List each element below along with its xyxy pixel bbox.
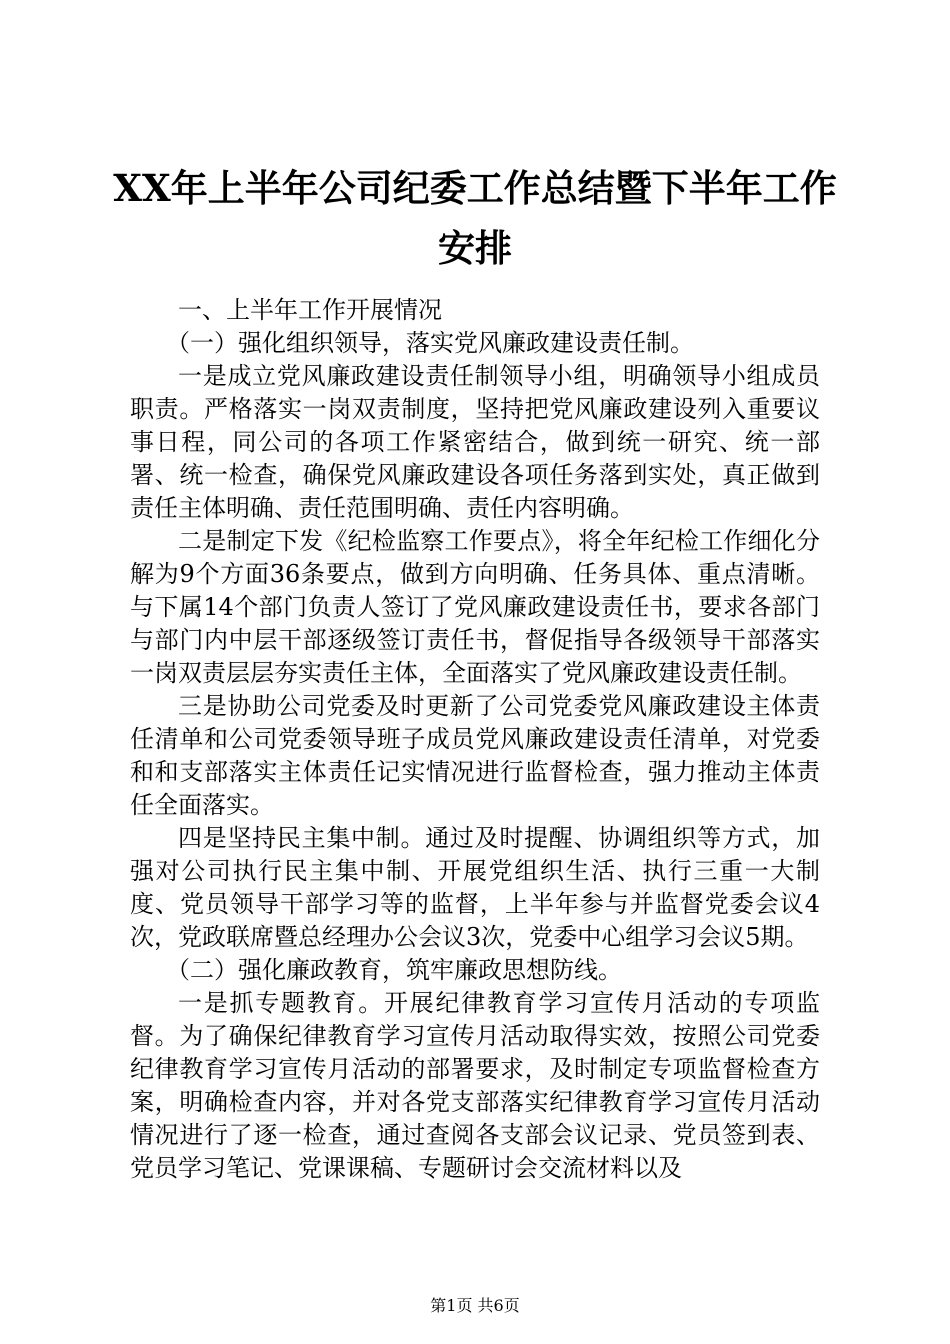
paragraph: 一是抓专题教育。开展纪律教育学习宣传月活动的专项监督。为了确保纪律教育学习宣传月活动取得实效，按照公司党委纪律教育学习宣传月活动的部署要求，及时制定专项监督检查方案，明确检查内容，并对各党支部落实纪律教育学习宣传月活动情况进行了逐一检查，通过查阅各支部会议记录、党员签到表、党员学习笔记、党课课稿、专题研讨会交流材料以及 (130, 989, 820, 1182)
subsection-heading: （一）强化组织领导，落实党风廉政建设责任制。 (166, 329, 694, 357)
section-heading: 一、上半年工作开展情况 (178, 296, 442, 324)
paragraph: 四是坚持民主集中制。通过及时提醒、协调组织等方式，加强对公司执行民主集中制、开展党组织生活、执行三重一大制度、党员领导干部学习等的监督，上半年参与并监督党委会议4次，党政联席暨总经理办公会议3次，党委中心组学习会议5期。 (130, 824, 820, 951)
subsection-heading: （二）强化廉政教育，筑牢廉政思想防线。 (166, 956, 622, 984)
document-body (130, 294, 820, 1185)
paragraph: 一是成立党风廉政建设责任制领导小组，明确领导小组成员职责。严格落实一岗双责制度，坚持把党风廉政建设列入重要议事日程，同公司的各项工作紧密结合，做到统一研究、统一部署、统一检查，确保党风廉政建设各项任务落到实处，真正做到责任主体明确、责任范围明确、责任内容明确。 (130, 362, 820, 522)
document-title: XX年上半年公司纪委工作总结暨下半年工作安排 (113, 166, 837, 270)
paragraph: 三是协助公司党委及时更新了公司党委党风廉政建设主体责任清单和公司党委领导班子成员党风廉政建设责任清单，对党委和和支部落实主体责任记实情况进行监督检查，强力推动主体责任全面落实。 (130, 692, 820, 819)
page-footer: 第1页 共6页 (430, 1296, 520, 1315)
paragraph: 二是制定下发《纪检监察工作要点》，将全年纪检工作细化分解为9个方面36条要点，做到方向明确、任务具体、重点清晰。与下属14个部门负责人签订了党风廉政建设责任书，要求各部门与部门内中层干部逐级签订责任书，督促指导各级领导干部落实一岗双责层层夯实责任主体，全面落实了党风廉政建设责任制。 (130, 527, 820, 687)
